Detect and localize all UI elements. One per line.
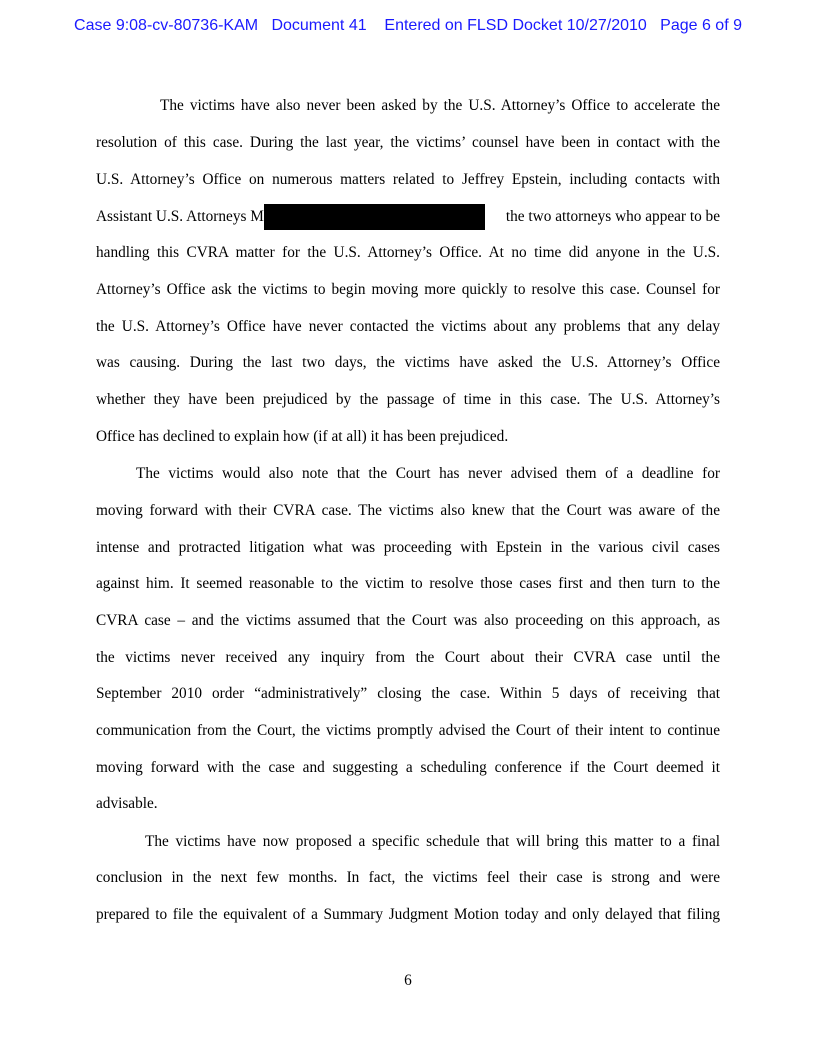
paragraph-3-line: prepared to file the equivalent of a Summary Judgment Motion today and only delayed that filing <box>96 906 720 923</box>
paragraph-2-line: communication from the Court, the victims promptly advised the Court of their intent to continue <box>96 722 720 739</box>
paragraph-2-line: advisable. <box>96 795 158 812</box>
entered-date: Entered on FLSD Docket 10/27/2010 <box>384 17 647 34</box>
paragraph-3-line: conclusion in the next few months. In fact, the victims feel their case is strong and were <box>96 869 720 886</box>
paragraph-2-line: CVRA case – and the victims assumed that the Court was also proceeding on this approach, as <box>96 612 720 629</box>
page-number: 6 <box>404 972 412 989</box>
paragraph-1-line: resolution of this case. During the last year, the victims’ counsel have been in contact with the <box>96 134 720 151</box>
paragraph-2-line: intense and protracted litigation what was proceeding with Epstein in the various civil cases <box>96 539 720 556</box>
paragraph-2-line: moving forward with the case and suggesting a scheduling conference if the Court deemed it <box>96 759 720 776</box>
docket-header <box>0 17 816 35</box>
page-count: Page 6 of 9 <box>660 17 742 34</box>
paragraph-2-line: September 2010 order “administratively” closing the case. Within 5 days of receiving that <box>96 685 720 702</box>
paragraph-1-line: The victims have also never been asked by the U.S. Attorney’s Office to accelerate the <box>160 97 720 114</box>
paragraph-1-line: handling this CVRA matter for the U.S. Attorney’s Office. At no time did anyone in the U.S. <box>96 244 720 261</box>
document-number: Document 41 <box>271 17 367 34</box>
line-text-after-redaction: the two attorneys who appear to be <box>505 208 720 225</box>
paragraph-2-line: against him. It seemed reasonable to the victim to resolve those cases first and then turn to the <box>96 575 720 592</box>
paragraph-1-line: Attorney’s Office ask the victims to begin moving more quickly to resolve this case. Counsel for <box>96 281 720 298</box>
paragraph-1-line: was causing. During the last two days, the victims have asked the U.S. Attorney’s Office <box>96 354 720 371</box>
paragraph-1-line: U.S. Attorney’s Office on numerous matters related to Jeffrey Epstein, including contacts with <box>96 171 720 188</box>
line-text-before-redaction: Assistant U.S. Attorneys M <box>96 208 264 225</box>
paragraph-2-line: the victims never received any inquiry from the Court about their CVRA case until the <box>96 649 720 666</box>
paragraph-3-line: The victims have now proposed a specific schedule that will bring this matter to a final <box>145 833 720 850</box>
redaction-box <box>264 204 485 230</box>
case-number: Case 9:08-cv-80736-KAM <box>74 17 259 34</box>
paragraph-1-line: Office has declined to explain how (if at all) it has been prejudiced. <box>96 428 509 445</box>
paragraph-1-line <box>96 204 720 230</box>
paragraph-2-line: moving forward with their CVRA case. The victims also knew that the Court was aware of the <box>96 502 720 519</box>
paragraph-2-line: The victims would also note that the Court has never advised them of a deadline for <box>136 465 720 482</box>
paragraph-1-line: the U.S. Attorney’s Office have never contacted the victims about any problems that any delay <box>96 318 720 335</box>
paragraph-1-line: whether they have been prejudiced by the passage of time in this case. The U.S. Attorney’s <box>96 391 720 408</box>
